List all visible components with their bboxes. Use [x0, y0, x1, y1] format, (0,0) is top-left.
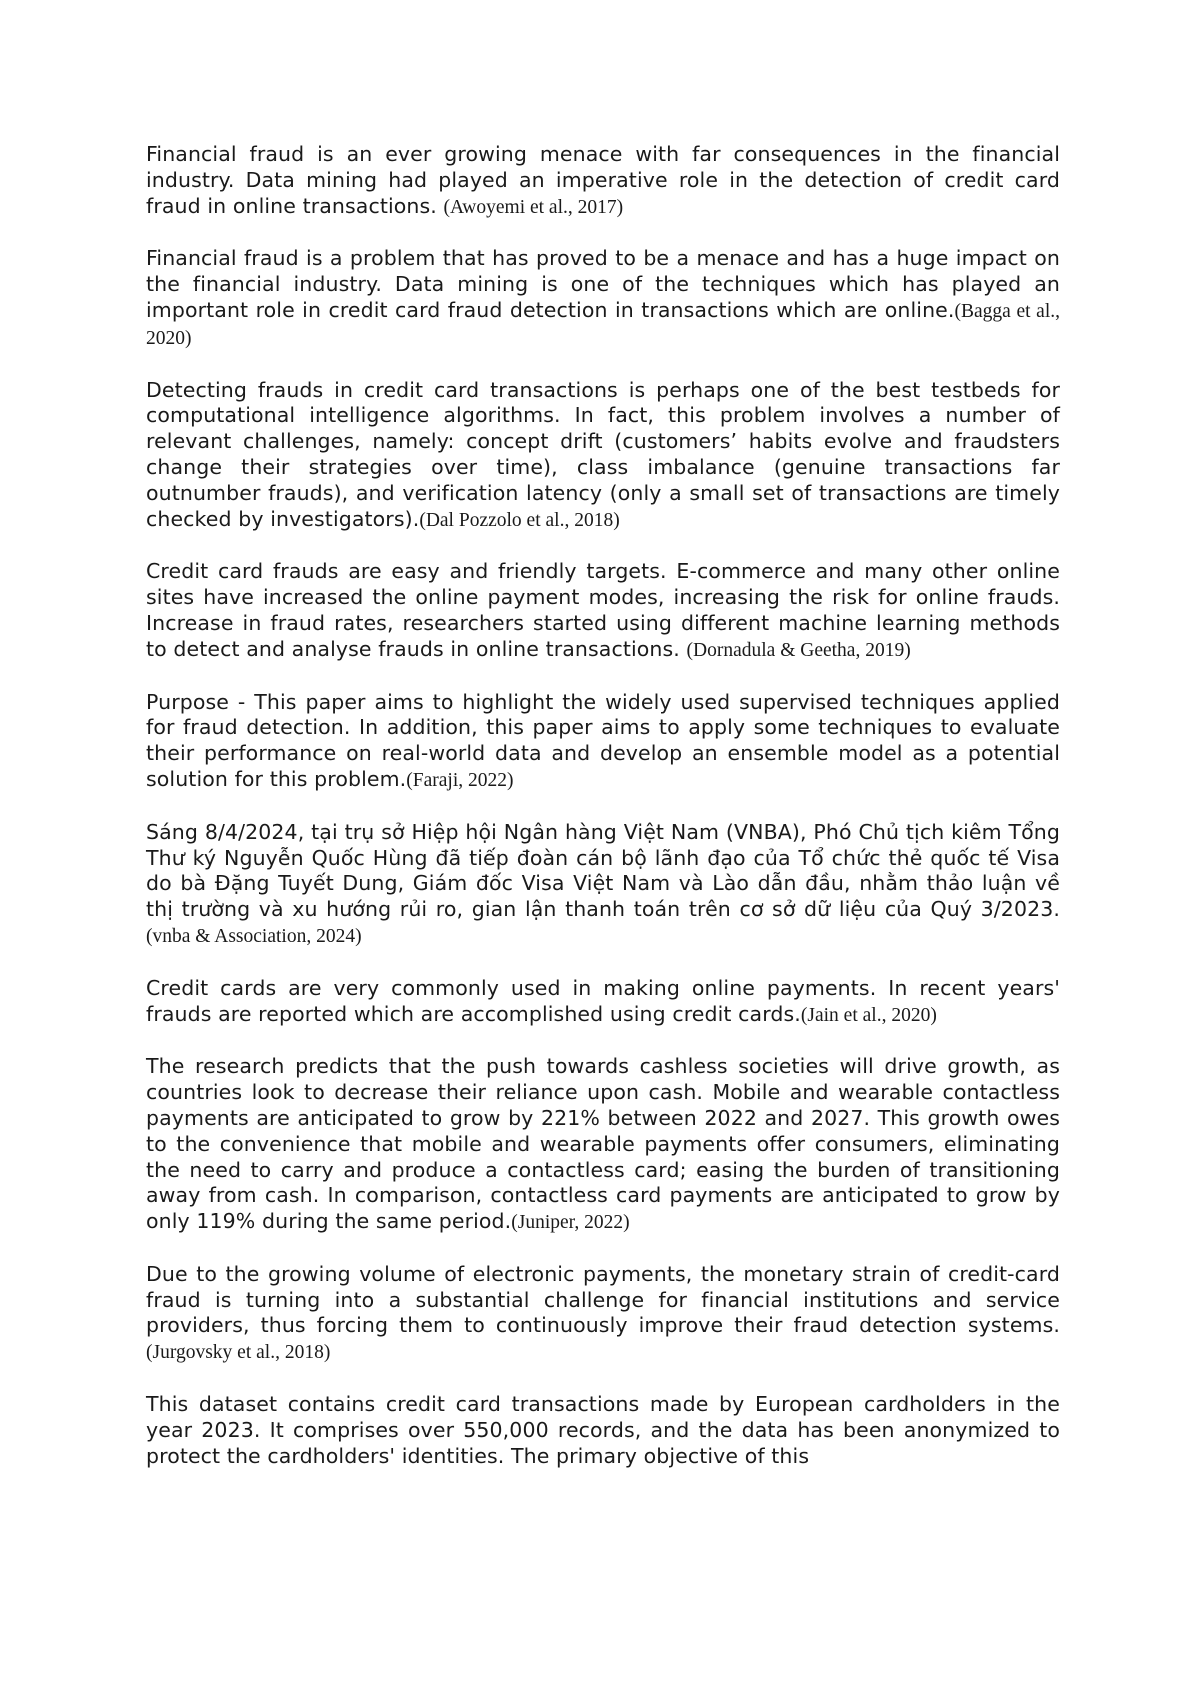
citation: (Jurgovsky et al., 2018): [146, 1342, 331, 1364]
paragraph-text: Financial fraud is an ever growing menace with far consequences in the financial industry. Data mining had played an imperative role in the detection of credit card fraud in online transactions.: [146, 142, 1060, 218]
paragraph-text: Purpose - This paper aims to highlight the widely used supervised techniques applied for fraud detection. In addition, this paper aims to apply some techniques to evaluate their performance on real-world data and develop an ensemble model as a potential solution for this problem.: [146, 689, 1060, 791]
paragraph-text: Due to the growing volume of electronic payments, the monetary strain of credit-card fraud is turning into a substantial challenge for financial institutions and service providers, thus forcing them to continuously improve their fraud detection systems.: [146, 1261, 1060, 1338]
paragraph-text: Credit card frauds are easy and friendly targets. E-commerce and many other online sites have increased the online payment modes, increasing the risk for online frauds. Increase in fraud rates, researchers started using different machine learning methods to detect and analyse frauds in online transactions.: [146, 559, 1060, 661]
citation: (Dal Pozzolo et al., 2018): [419, 509, 620, 531]
paragraph-10: [146, 1392, 1060, 1470]
paragraph-text: The research predicts that the push towards cashless societies will drive growth, as countries look to decrease their reliance upon cash. Mobile and wearable contactless payments are anticipated to grow by 221% between 2022 and 2027. This growth owes to the convenience that mobile and wearable payments offer consumers, eliminating the need to carry and produce a contactless card; easing the burden of transitioning away from cash. In comparison, contactless card payments are anticipated to grow by only 119% during the same period.: [146, 1054, 1060, 1234]
paragraph-5: [146, 690, 1060, 794]
document-body: [146, 142, 1060, 1496]
citation: (Dornadula & Geetha, 2019): [686, 639, 911, 661]
paragraph-3: [146, 378, 1060, 534]
citation: (Jain et al., 2020): [800, 1004, 937, 1026]
paragraph-4: [146, 559, 1060, 663]
paragraph-6: [146, 820, 1060, 950]
citation: (vnba & Association, 2024): [146, 925, 362, 947]
citation: (Juniper, 2022): [511, 1212, 630, 1234]
paragraph-1: [146, 142, 1060, 220]
paragraph-text: Detecting frauds in credit card transactions is perhaps one of the best testbeds for computational intelligence algorithms. In fact, this problem involves a number of relevant challenges, namely: concept drift (customers’ habits evolve and fraudsters change their strategies over time), class imbalance (genuine transactions far outnumber frauds), and verification latency (only a small set of transactions are timely checked by investigators).: [146, 377, 1060, 531]
paragraph-9: [146, 1262, 1060, 1366]
paragraph-text: Credit cards are very commonly used in making online payments. In recent years' frauds are reported which are accomplished using credit cards.: [146, 975, 1060, 1026]
paragraph-8: [146, 1054, 1060, 1236]
paragraph-text: Financial fraud is a problem that has proved to be a menace and has a huge impact on the financial industry. Data mining is one of the techniques which has played an important role in credit card fraud detection in transactions which are online.: [146, 246, 1060, 322]
paragraph-7: [146, 976, 1060, 1029]
citation: (Awoyemi et al., 2017): [443, 196, 624, 218]
citation: (Faraji, 2022): [406, 769, 514, 791]
paragraph-text: This dataset contains credit card transactions made by European cardholders in the year 2023. It comprises over 550,000 records, and the data has been anonymized to protect the cardholders' identities. The primary objective of this: [146, 1392, 1060, 1468]
paragraph-2: [146, 246, 1060, 351]
paragraph-text: Sáng 8/4/2024, tại trụ sở Hiệp hội Ngân hàng Việt Nam (VNBA), Phó Chủ tịch kiêm Tổng Thư ký Nguyễn Quốc Hùng đã tiếp đoàn cán bộ lãnh đạo của Tổ chức thẻ quốc tế Visa do bà Đặng Tuyết Dung, Giám đốc Visa Việt Nam và Lào dẫn đầu, nhằm thảo luận về thị trường và xu hướng rủi ro, gian lận thanh toán trên cơ sở dữ liệu của Quý 3/2023.: [146, 819, 1060, 922]
citation: (Bagga et al., 2020): [146, 300, 1060, 349]
